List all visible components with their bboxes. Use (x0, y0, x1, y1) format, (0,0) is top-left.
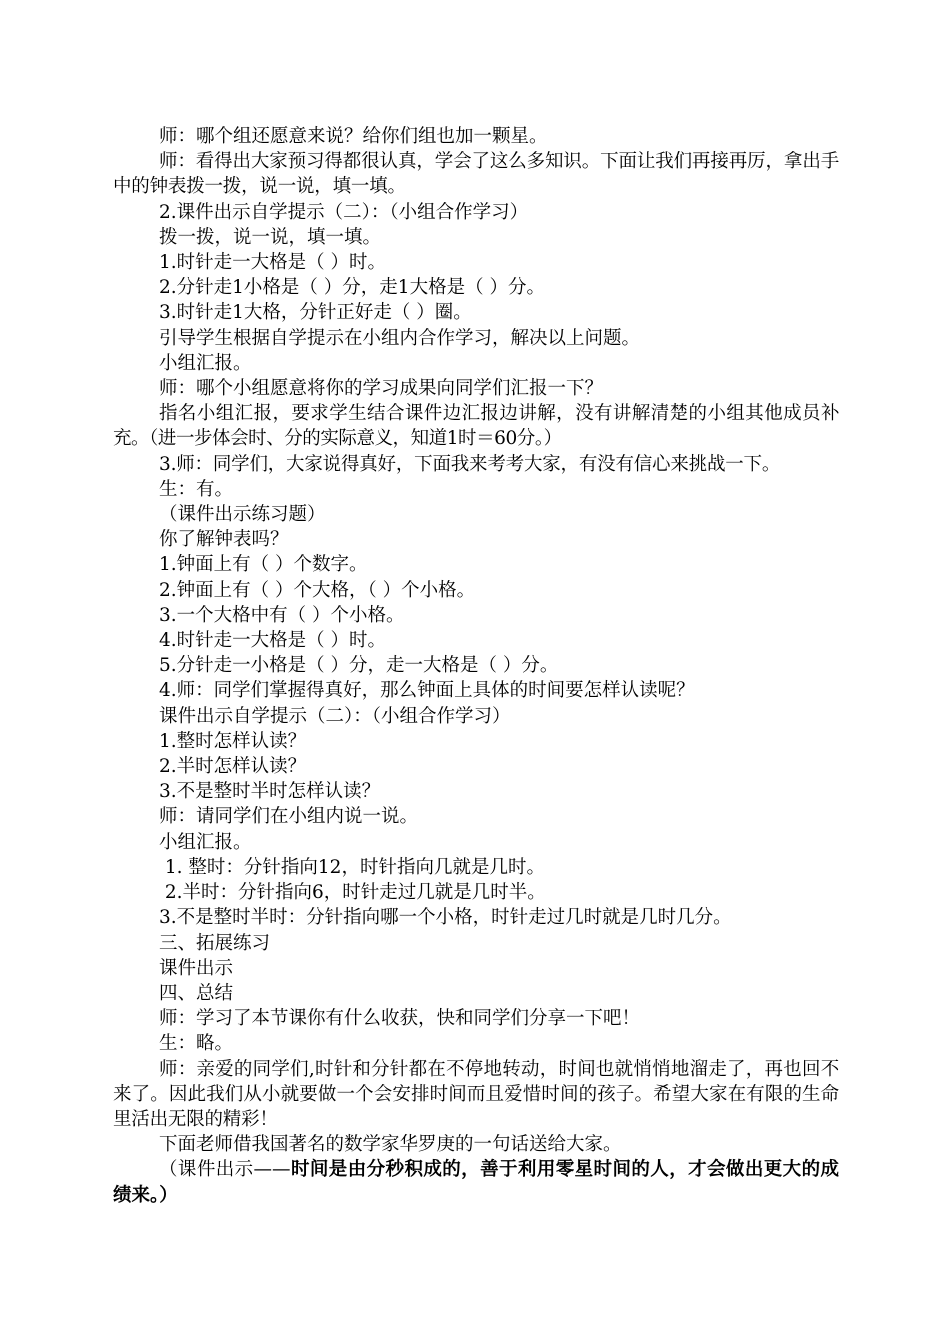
quote-paragraph (113, 1157, 839, 1207)
paragraph: 小组汇报。 (159, 352, 252, 374)
list-item: 4.时针走一大格是（ ）时。 (159, 630, 387, 652)
list-item: 2.半时怎样认读？ (159, 756, 307, 778)
list-item: 2.分针走1小格是（ ）分，走1大格是（ ）分。 (159, 277, 545, 299)
list-item: 1. 整时：分针指向12，时针指向几就是几时。 (159, 856, 545, 878)
paragraph: 3.师：同学们，大家说得真好，下面我来考考大家，有没有信心来挑战一下。 (159, 453, 781, 475)
list-item: 1.整时怎样认读？ (159, 730, 307, 752)
quote-prefix: （课件出示—— (159, 1159, 291, 1181)
paragraph: 生：有。 (159, 478, 234, 500)
list-item: 1.时针走一大格是（ ）时。 (159, 252, 387, 274)
paragraph: 下面老师借我国著名的数学家华罗庚的一句话送给大家。 (159, 1134, 622, 1156)
paragraph: 师：请同学们在小组内说一说。 (159, 806, 419, 828)
quote-suffix: ） (159, 1184, 178, 1206)
list-item: 3.不是整时半时怎样认读？ (159, 781, 381, 803)
paragraph: 师：哪个组还愿意来说？给你们组也加一颗星。 (159, 126, 548, 147)
list-item: 3.不是整时半时：分针指向哪一个小格，时针走过几时就是几时几分。 (159, 907, 732, 929)
section-heading: 四、总结 (159, 982, 234, 1004)
list-item: 1.钟面上有（ ）个数字。 (159, 554, 368, 576)
paragraph: 生：略。 (159, 1033, 234, 1055)
paragraph: 2.课件出示自学提示（二）：（小组合作学习） (159, 201, 529, 223)
list-item: 3.一个大格中有（ ）个小格。 (159, 604, 405, 626)
list-item: 5.分针走一小格是（ ）分，走一大格是（ ）分。 (159, 655, 559, 677)
list-item: 2.半时：分针指向6，时针走过几就是几时半。 (159, 882, 546, 904)
list-item: 3.时针走1大格，分针正好走（ ）圈。 (159, 302, 472, 324)
document-page (113, 124, 839, 1208)
paragraph: 师：看得出大家预习得都很认真，学会了这么多知识。下面让我们再接再厉，拿出手中的钟表拨一拨，说一说，填一填。 (113, 151, 839, 198)
paragraph: 引导学生根据自学提示在小组内合作学习，解决以上问题。 (159, 327, 641, 349)
paragraph: 师：哪个小组愿意将你的学习成果向同学们汇报一下？ (159, 378, 604, 400)
paragraph: 指名小组汇报，要求学生结合课件边汇报边讲解，没有讲解清楚的小组其他成员补充。（进一步体会时、分的实际意义，知道1时＝60分。） (113, 403, 839, 450)
paragraph: 课件出示自学提示（二）：（小组合作学习） (159, 705, 511, 727)
quote-bold-text: 时间是由分秒积成的，善于利用零星时间的人，才会做出更大的成绩来。 (113, 1159, 839, 1206)
paragraph: 师：亲爱的同学们,时针和分针都在不停地转动，时间也就悄悄地溜走了，再也回不来了。因此我们从小就要做一个会安排时间而且爱惜时间的孩子。希望大家在有限的生命里活出无限的精彩！ (113, 1058, 839, 1130)
paragraph: 师：学习了本节课你有什么收获，快和同学们分享一下吧！ (159, 1008, 641, 1030)
paragraph: 课件出示 (159, 957, 234, 979)
list-item: 2.钟面上有（ ）个大格，（ ）个小格。 (159, 579, 476, 601)
section-heading: 三、拓展练习 (159, 932, 271, 954)
paragraph: 你了解钟表吗？ (159, 529, 289, 551)
paragraph: 小组汇报。 (159, 831, 252, 853)
paragraph: 4.师：同学们掌握得真好，那么钟面上具体的时间要怎样认读呢？ (159, 680, 695, 702)
paragraph: 拨一拨，说一说，填一填。 (159, 226, 382, 248)
paragraph: （课件出示练习题） (159, 504, 326, 526)
